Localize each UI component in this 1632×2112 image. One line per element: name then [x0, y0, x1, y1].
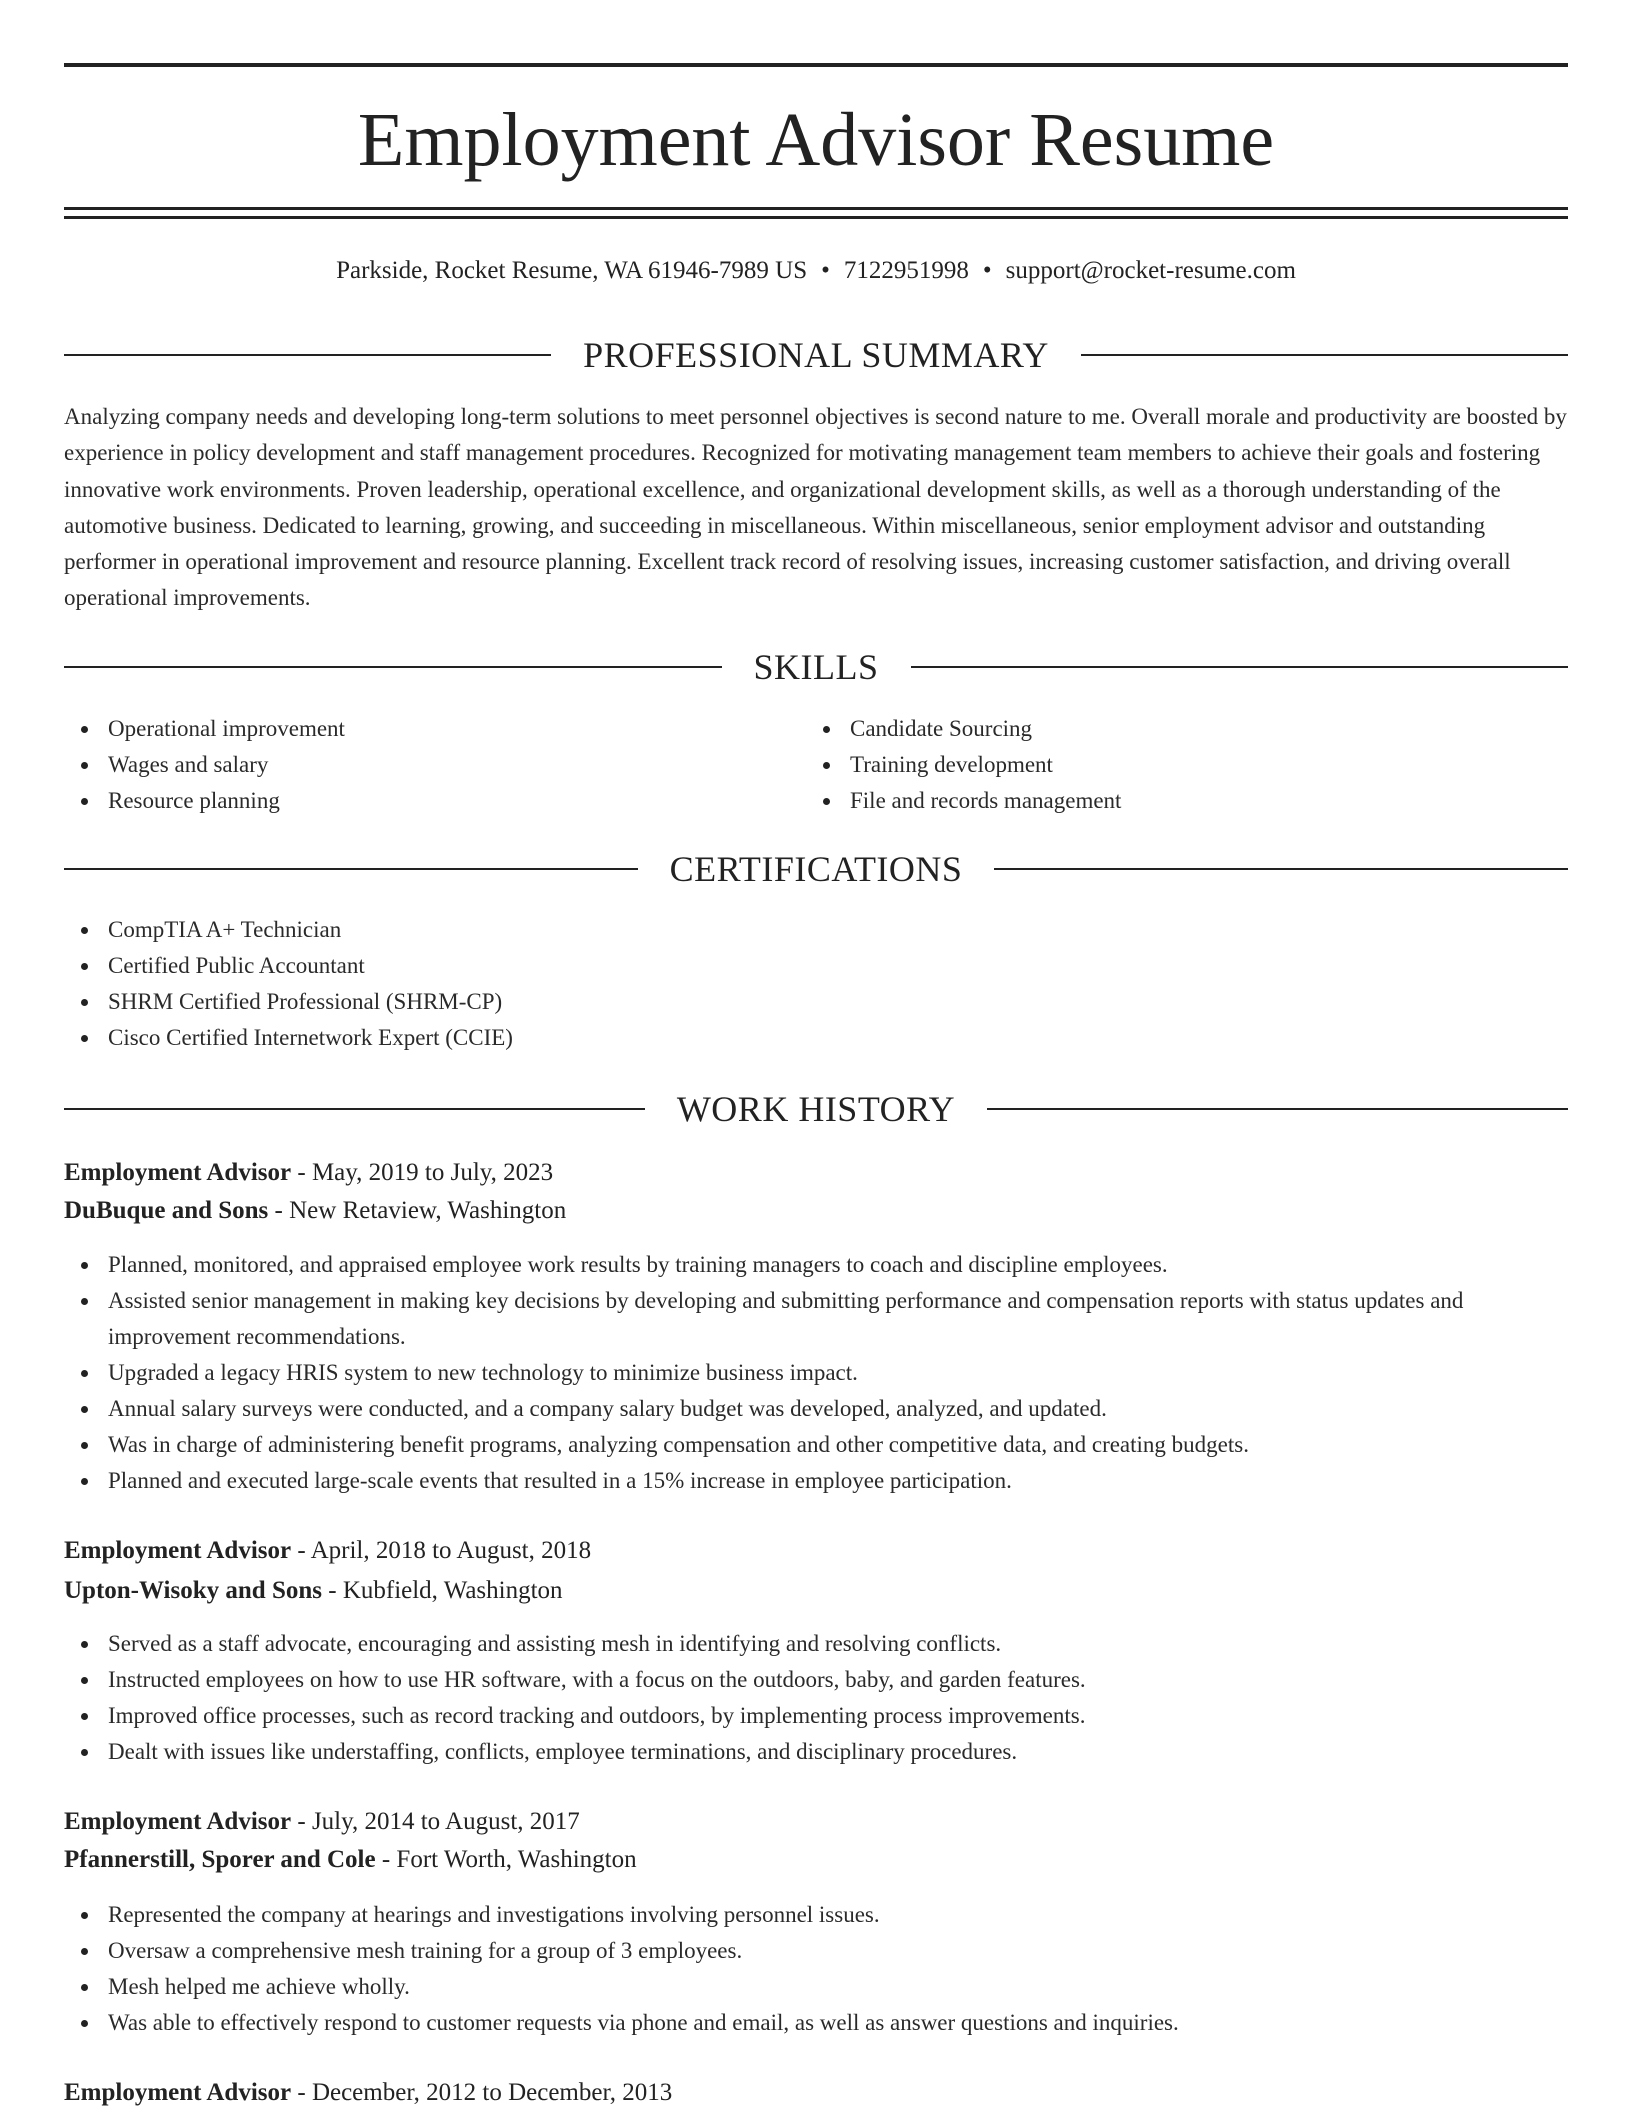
- job-bullet: Was in charge of administering benefit programs, analyzing compensation and other competitive data, and creating budgets.: [64, 1427, 1568, 1463]
- job-bullet: Oversaw a comprehensive mesh training for a group of 3 employees.: [64, 1933, 1568, 1969]
- job-bullet: Improved office processes, such as record tracking and outdoors, by implementing process improvements.: [64, 1698, 1568, 1734]
- heading-rule: [1081, 354, 1568, 356]
- job-bullet: Dealt with issues like understaffing, conflicts, employee terminations, and disciplinary procedures.: [64, 1734, 1568, 1770]
- contact-email: support@rocket-resume.com: [1005, 257, 1296, 284]
- skill-item: Training development: [806, 747, 1566, 783]
- skill-item: File and records management: [806, 783, 1566, 819]
- contact-address: Parkside, Rocket Resume, WA 61946-7989 US: [336, 257, 808, 284]
- job-bullet: Upgraded a legacy HRIS system to new technology to minimize business impact.: [64, 1355, 1568, 1391]
- certification-item: Cisco Certified Internetwork Expert (CCIE): [64, 1020, 1568, 1056]
- dash: -: [291, 1808, 312, 1835]
- job-dates: July, 2014 to August, 2017: [311, 1808, 580, 1835]
- job-company-line: [64, 1842, 1568, 1878]
- job-title: Employment Advisor: [64, 1159, 292, 1186]
- job-bullet: Served as a staff advocate, encouraging and assisting mesh in identifying and resolving conflicts.: [64, 1626, 1568, 1662]
- skill-item: Candidate Sourcing: [806, 711, 1566, 747]
- job-location: Kubfield, Washington: [342, 1577, 563, 1604]
- job-location: Fort Worth, Washington: [396, 1846, 637, 1873]
- job-title-line: [64, 1804, 1568, 1840]
- heading-rule: [64, 666, 722, 668]
- section-heading-work-history: [64, 1087, 1568, 1131]
- skill-item: Resource planning: [64, 783, 764, 819]
- dash: -: [321, 1577, 343, 1604]
- section-title-summary: PROFESSIONAL SUMMARY: [583, 335, 1049, 375]
- certification-item: CompTIA A+ Technician: [64, 912, 1568, 948]
- dash: -: [291, 1537, 311, 1564]
- job-title-line: [64, 1155, 1568, 1191]
- dash: -: [291, 2079, 312, 2106]
- job-title: Employment Advisor: [64, 1808, 292, 1835]
- certification-item: Certified Public Accountant: [64, 948, 1568, 984]
- summary-text: Analyzing company needs and developing long-term solutions to meet personnel objectives is second nature to me. Overall morale and productivity are boosted by experience in policy development and staff management procedures. Recognized for motivating management team members to achieve their goals and fostering innovative work environments. Proven leadership, operational excellence, and organizational development skills, as well as a thorough understanding of the automotive business. Dedicated to learning, growing, and succeeding in miscellaneous. Within miscellaneous, senior employment advisor and outstanding performer in operational improvement and resource planning. Excellent track record of resolving issues, increasing customer satisfaction, and driving overall operational improvements.: [64, 404, 1567, 611]
- certification-item: SHRM Certified Professional (SHRM-CP): [64, 984, 1568, 1020]
- section-title-skills: SKILLS: [753, 647, 879, 687]
- skill-item: Wages and salary: [64, 747, 764, 783]
- contact-phone: 7122951998: [843, 257, 969, 284]
- job-bullets: [64, 1897, 1568, 2041]
- job-bullet: Instructed employees on how to use HR software, with a focus on the outdoors, baby, and garden features.: [64, 1662, 1568, 1698]
- job-company: Upton-Wisoky and Sons: [64, 1577, 322, 1604]
- job-bullet: Annual salary surveys were conducted, and a company salary budget was developed, analyzed, and updated.: [64, 1391, 1568, 1427]
- skills-list-left: [64, 711, 764, 819]
- job-title-line: [64, 2075, 1568, 2111]
- job-bullets: [64, 1247, 1568, 1499]
- dash: -: [268, 1197, 290, 1224]
- contact-separator: •: [821, 257, 830, 284]
- job-company: Pfannerstill, Sporer and Cole: [64, 1846, 376, 1873]
- job-bullet: Was able to effectively respond to customer requests via phone and email, as well as answer questions and inquiries.: [64, 2005, 1568, 2041]
- section-heading-summary: [64, 333, 1568, 377]
- section-heading-certifications: [64, 847, 1568, 891]
- certifications-list: [64, 912, 1568, 1056]
- job-bullet: Represented the company at hearings and investigations involving personnel issues.: [64, 1897, 1568, 1933]
- job-bullet: Planned and executed large-scale events that resulted in a 15% increase in employee participation.: [64, 1463, 1568, 1499]
- section-heading-skills: [64, 645, 1568, 689]
- job-title: Employment Advisor: [64, 2079, 292, 2106]
- heading-rule: [994, 868, 1568, 870]
- page-title: Employment Advisor Resume: [357, 98, 1275, 182]
- heading-rule: [64, 1108, 645, 1110]
- dash: -: [291, 1159, 312, 1186]
- heading-rule: [64, 354, 551, 356]
- job-dates: April, 2018 to August, 2018: [310, 1537, 592, 1564]
- job-company: DuBuque and Sons: [64, 1197, 269, 1224]
- skill-item: Operational improvement: [64, 711, 764, 747]
- contact-line: [64, 254, 1568, 288]
- heading-rule: [64, 868, 638, 870]
- section-title-certifications: CERTIFICATIONS: [669, 849, 963, 889]
- job-company-line: [64, 1193, 1568, 1229]
- contact-separator: •: [982, 257, 992, 284]
- title-double-rule: [64, 207, 1568, 219]
- job-bullet: Planned, monitored, and appraised employee work results by training managers to coach and discipline employees.: [64, 1247, 1568, 1283]
- job-bullets: [64, 1626, 1568, 1770]
- job-dates: May, 2019 to July, 2023: [311, 1159, 554, 1186]
- job-location: New Retaview, Washington: [289, 1197, 567, 1224]
- job-title: Employment Advisor: [64, 1537, 292, 1564]
- heading-rule: [911, 666, 1569, 668]
- heading-rule: [987, 1108, 1568, 1110]
- job-bullet: Assisted senior management in making key decisions by developing and submitting performance and compensation reports with status updates and improvement recommendations.: [64, 1283, 1568, 1355]
- section-title-work-history: WORK HISTORY: [676, 1089, 956, 1129]
- job-dates: December, 2012 to December, 2013: [311, 2079, 673, 2106]
- job-company-line: [64, 1573, 1568, 1609]
- job-bullet: Mesh helped me achieve wholly.: [64, 1969, 1568, 2005]
- skills-list-right: [806, 711, 1566, 819]
- dash: -: [375, 1846, 397, 1873]
- job-title-line: [64, 1533, 1568, 1569]
- top-rule: [64, 63, 1568, 67]
